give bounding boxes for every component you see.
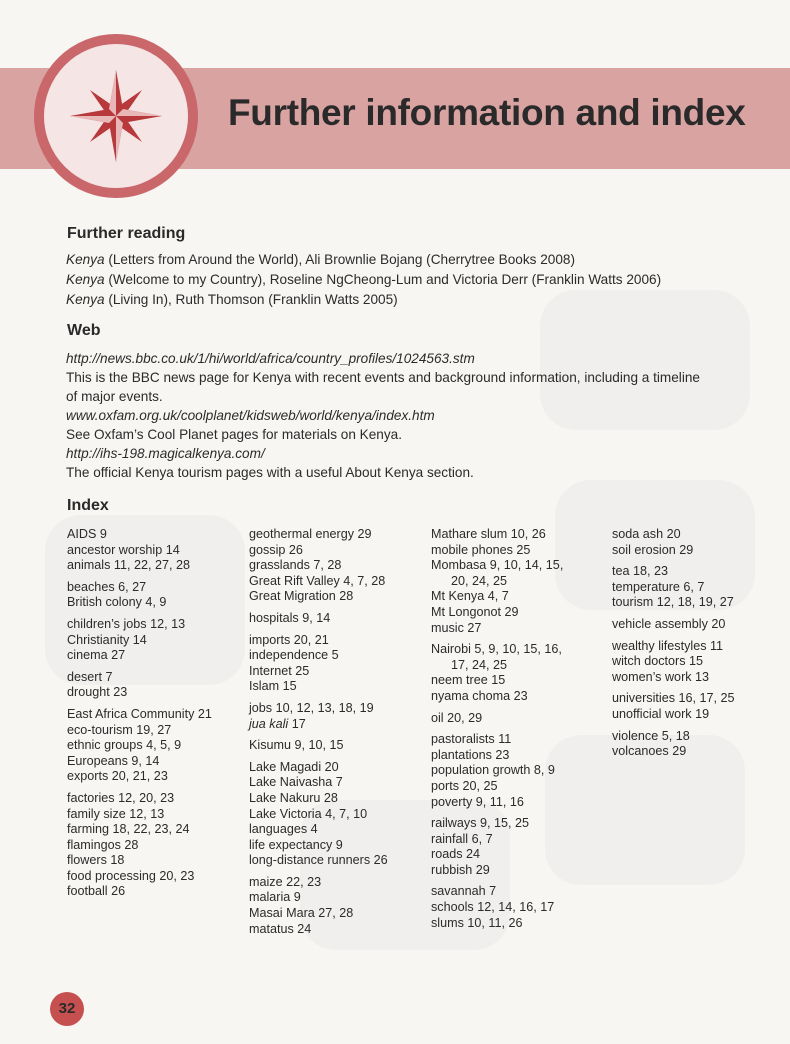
index-entry: East Africa Community 21 xyxy=(67,706,212,721)
index-entry: desert 7 xyxy=(67,669,113,684)
index-entry: slums 10, 11, 26 xyxy=(431,915,523,930)
index-entry: tea 18, 23 xyxy=(612,564,669,579)
index-entry: volcanoes 29 xyxy=(612,744,687,759)
index-entry: music 27 xyxy=(431,620,482,635)
book-title: Kenya xyxy=(66,292,105,307)
index-group xyxy=(67,617,212,664)
index-entry: life expectancy 9 xyxy=(249,837,343,852)
index-group xyxy=(67,791,212,900)
index-entry: malaria 9 xyxy=(249,890,301,905)
index-entry: Great Migration 28 xyxy=(249,589,354,604)
index-entry: languages 4 xyxy=(249,822,318,837)
index-entry: ports 20, 25 xyxy=(431,778,498,793)
index-entry: roads 24 xyxy=(431,847,481,862)
index-column xyxy=(431,527,563,937)
page-title: Further information and index xyxy=(228,92,746,133)
index-entry: unofficial work 19 xyxy=(612,706,710,721)
index-entry: Islam 15 xyxy=(249,679,297,694)
index-entry: oil 20, 29 xyxy=(431,710,483,725)
index-entry: animals 11, 22, 27, 28 xyxy=(67,558,190,573)
index-group xyxy=(612,639,735,686)
index-entry: exports 20, 21, 23 xyxy=(67,769,168,784)
index-entry: soda ash 20 xyxy=(612,527,681,541)
index-entry: women’s work 13 xyxy=(612,669,710,684)
index-column xyxy=(249,527,388,943)
index-group xyxy=(67,527,212,574)
index-entry: British colony 4, 9 xyxy=(67,595,167,610)
index-entry: rainfall 6, 7 xyxy=(431,831,493,846)
index-entry: Kisumu 9, 10, 15 xyxy=(249,738,344,753)
index-entry: witch doctors 15 xyxy=(612,654,703,669)
index-entry: Christianity 14 xyxy=(67,632,147,647)
index-entry: children’s jobs 12, 13 xyxy=(67,616,186,631)
index-entry: geothermal energy 29 xyxy=(249,527,372,541)
index-entry: wealthy lifestyles 11 xyxy=(612,638,724,653)
index-group xyxy=(249,738,388,754)
index-entry: long-distance runners 26 xyxy=(249,853,388,868)
index-entry: gossip 26 xyxy=(249,542,303,557)
index-group xyxy=(431,527,563,636)
index-entry: maize 22, 23 xyxy=(249,874,322,889)
index-group xyxy=(67,580,212,611)
index-entry: Mt Longonot 29 xyxy=(431,604,519,619)
index-entry: rubbish 29 xyxy=(431,862,490,877)
further-reading-heading: Further reading xyxy=(67,225,186,242)
index-entry: universities 16, 17, 25 xyxy=(612,691,735,706)
index-entry: football 26 xyxy=(67,884,126,899)
index-entry: temperature 6, 7 xyxy=(612,579,705,594)
index-entry: schools 12, 14, 16, 17 xyxy=(431,900,555,915)
web-description: This is the BBC news page for Kenya with recent events and background information, including a timeline xyxy=(66,370,700,385)
index-group xyxy=(249,611,388,627)
index-entry: Europeans 9, 14 xyxy=(67,753,160,768)
index-column xyxy=(612,527,735,766)
index-heading: Index xyxy=(67,497,109,514)
index-entry: pastoralists 11 xyxy=(431,732,512,747)
index-entry: AIDS 9 xyxy=(67,527,107,541)
index-group xyxy=(612,691,735,722)
index-group xyxy=(431,816,563,878)
index-entry: flowers 18 xyxy=(67,853,125,868)
index-entry: Masai Mara 27, 28 xyxy=(249,906,354,921)
index-group xyxy=(431,884,563,931)
index-entry: population growth 8, 9 xyxy=(431,763,555,778)
index-entry: Mt Kenya 4, 7 xyxy=(431,589,509,604)
index-entry: vehicle assembly 20 xyxy=(612,616,726,631)
index-entry: flamingos 28 xyxy=(67,837,139,852)
index-group xyxy=(612,527,735,558)
index-group xyxy=(249,527,388,605)
index-entry: Great Rift Valley 4, 7, 28 xyxy=(249,573,386,588)
index-entry: food processing 20, 23 xyxy=(67,868,195,883)
index-entry: hospitals 9, 14 xyxy=(249,610,331,625)
index-entry: independence 5 xyxy=(249,648,339,663)
index-group xyxy=(249,760,388,869)
book-title: Kenya xyxy=(66,272,105,287)
index-entry: Internet 25 xyxy=(249,663,310,678)
index-entry: violence 5, 18 xyxy=(612,728,690,743)
index-entry: drought 23 xyxy=(67,685,128,700)
index-entry: neem tree 15 xyxy=(431,673,506,688)
index-entry: cinema 27 xyxy=(67,648,126,663)
index-group xyxy=(612,617,735,633)
index-entry: mobile phones 25 xyxy=(431,542,531,557)
index-group xyxy=(67,670,212,701)
background-shape xyxy=(540,290,750,430)
index-entry: Mombasa 9, 10, 14, 15, xyxy=(431,558,564,573)
web-heading: Web xyxy=(67,322,101,339)
index-entry: jua kali 17 xyxy=(249,716,306,731)
compass-rose-icon xyxy=(66,66,166,166)
index-entry: tourism 12, 18, 19, 27 xyxy=(612,595,734,610)
index-entry: ethnic groups 4, 5, 9 xyxy=(67,738,182,753)
index-entry: railways 9, 15, 25 xyxy=(431,816,530,831)
reading-item xyxy=(66,250,575,269)
index-group xyxy=(431,711,563,727)
index-column xyxy=(67,527,212,906)
book-details: (Welcome to my Country), Roseline NgCheong-Lum and Victoria Derr (Franklin Watts 2006) xyxy=(104,272,662,287)
web-description: of major events. xyxy=(66,389,163,404)
compass-badge xyxy=(34,34,198,198)
index-group xyxy=(612,564,735,611)
index-group xyxy=(431,732,563,810)
index-group xyxy=(249,633,388,695)
index-entry: jobs 10, 12, 13, 18, 19 xyxy=(249,700,374,715)
page-number: 32 xyxy=(50,992,84,1026)
index-entry: Lake Magadi 20 xyxy=(249,759,339,774)
reading-item xyxy=(66,290,398,309)
index-entry: poverty 9, 11, 16 xyxy=(431,794,524,809)
reading-item xyxy=(66,270,661,289)
index-entry: Nairobi 5, 9, 10, 15, 16, xyxy=(431,642,562,657)
index-entry: ancestor worship 14 xyxy=(67,542,180,557)
index-group xyxy=(612,729,735,760)
index-entry: nyama choma 23 xyxy=(431,688,528,703)
index-entry: grasslands 7, 28 xyxy=(249,558,342,573)
index-group xyxy=(249,875,388,937)
index-entry: savannah 7 xyxy=(431,884,497,899)
index-entry: plantations 23 xyxy=(431,747,510,762)
book-title: Kenya xyxy=(66,252,105,267)
index-entry: Mathare slum 10, 26 xyxy=(431,527,546,541)
web-description: The official Kenya tourism pages with a useful About Kenya section. xyxy=(66,465,474,480)
index-entry: 20, 24, 25 xyxy=(451,573,508,588)
index-entry: eco-tourism 19, 27 xyxy=(67,722,172,737)
index-entry: imports 20, 21 xyxy=(249,632,329,647)
index-entry: Lake Naivasha 7 xyxy=(249,775,343,790)
index-entry: 17, 24, 25 xyxy=(451,657,508,672)
index-entry: Lake Victoria 4, 7, 10 xyxy=(249,806,368,821)
book-details: (Living In), Ruth Thomson (Franklin Watts 2005) xyxy=(104,292,398,307)
web-link[interactable]: www.oxfam.org.uk/coolplanet/kidsweb/world/kenya/index.htm xyxy=(66,408,435,423)
index-group xyxy=(431,642,563,704)
index-group xyxy=(249,701,388,732)
index-entry: soil erosion 29 xyxy=(612,542,694,557)
web-link[interactable]: http://ihs-198.magicalkenya.com/ xyxy=(66,446,265,461)
book-details: (Letters from Around the World), Ali Brownlie Bojang (Cherrytree Books 2008) xyxy=(104,252,576,267)
index-entry: Lake Nakuru 28 xyxy=(249,790,338,805)
index-entry: matatus 24 xyxy=(249,921,312,936)
web-link[interactable]: http://news.bbc.co.uk/1/hi/world/africa/country_profiles/1024563.stm xyxy=(66,351,475,366)
index-group xyxy=(67,707,212,785)
index-entry: farming 18, 22, 23, 24 xyxy=(67,822,190,837)
index-entry: factories 12, 20, 23 xyxy=(67,790,175,805)
web-description: See Oxfam’s Cool Planet pages for materials on Kenya. xyxy=(66,427,402,442)
index-entry: beaches 6, 27 xyxy=(67,579,147,594)
index-entry: family size 12, 13 xyxy=(67,806,165,821)
